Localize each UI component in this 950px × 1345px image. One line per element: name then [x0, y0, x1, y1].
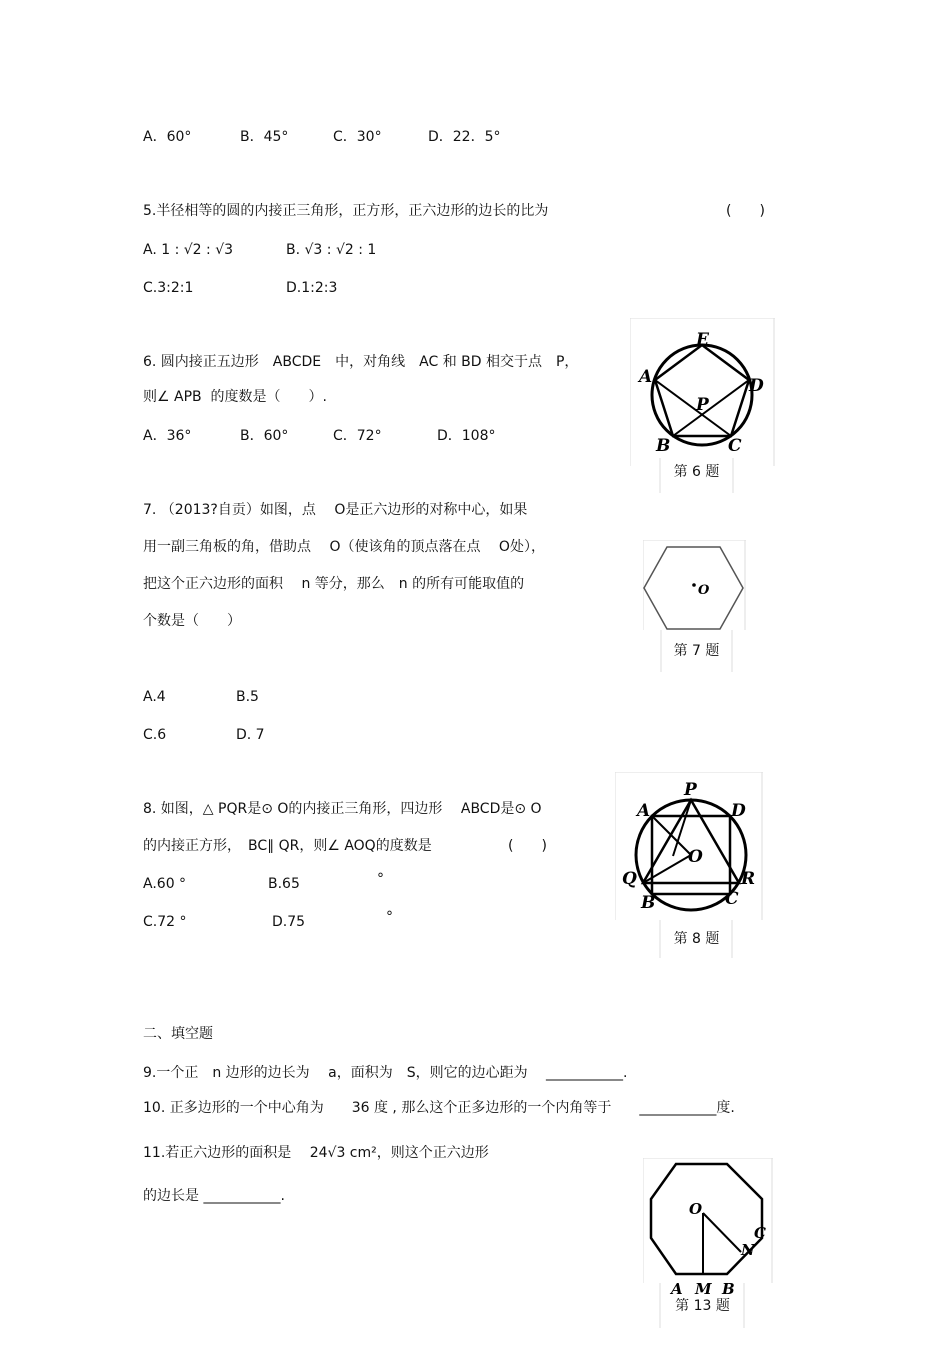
q13-caption: 第 13 题 [675, 1298, 730, 1314]
q11-line-1: 11.若正六边形的面积是 24√3 cm²，则这个正六边形 [143, 1145, 489, 1161]
q6-label-a: A [639, 367, 653, 387]
q8-option-d: D.75 [272, 914, 306, 930]
q4-option-b: B．45° [240, 129, 289, 145]
q13-label-b: B [722, 1280, 735, 1298]
q13-label-c: C [754, 1224, 766, 1242]
q6-label-p: P [696, 395, 709, 415]
q6-option-b: B．60° [240, 428, 289, 444]
q8-label-q: Q [622, 869, 637, 889]
q6-diagonal-bd [673, 380, 749, 436]
q7-option-b: B.5 [236, 689, 259, 705]
q8-segment-oa [652, 816, 691, 855]
q6-option-a: A．36° [143, 428, 192, 444]
q8-label-o: O [688, 847, 703, 867]
q8-label-a: A [637, 801, 651, 821]
q8-option-d-degree: ° [386, 909, 393, 925]
q6-line-1: 6. 圆内接正五边形 ABCDE 中，对角线 AC 和 BD 相交于点 P， [143, 354, 579, 370]
q10-text: 10. 正多边形的一个中心角为 36 度 , 那么这个正多边形的一个内角等于 ___________度. [143, 1100, 735, 1116]
q8-label-d: D [731, 801, 746, 821]
q7-caption: 第 7 题 [673, 643, 720, 659]
q6-option-d: D．108° [437, 428, 496, 444]
q7-line-1: 7. （2013?自贡）如图，点 O是正六边形的对称中心，如果 [143, 502, 528, 518]
q8-line-1: 8. 如图，△ PQR是⊙ O的内接正三角形，四边形 ABCD是⊙ O [143, 801, 542, 817]
q5-bracket: ( ) [726, 203, 765, 219]
q8-option-c: C.72 ° [143, 914, 187, 930]
q5-option-b: B. √3 : √2 : 1 [286, 242, 377, 258]
q8-option-b-degree: ° [377, 871, 384, 887]
q7-center-dot [692, 583, 696, 587]
q6-label-b: B [656, 436, 671, 456]
q13-label-n: N [741, 1241, 755, 1259]
q7-option-a: A.4 [143, 689, 166, 705]
q7-line-3: 把这个正六边形的面积 n 等分，那么 n 的所有可能取值的 [143, 576, 525, 592]
q7-option-d: D. 7 [236, 727, 265, 743]
q6-diagonal-ac [655, 380, 731, 436]
q8-option-b: B.65 [268, 876, 300, 892]
q13-label-a: A [671, 1280, 683, 1298]
q5-option-a: A. 1 : √2 : √3 [143, 242, 234, 258]
q4-option-d: D．22．5° [428, 129, 501, 145]
q4-option-c: C．30° [333, 129, 382, 145]
q6-caption: 第 6 题 [673, 464, 720, 480]
q7-hexagon [644, 547, 743, 629]
q7-line-2: 用一副三角板的角，借助点 O（使该角的顶点落在点 O处）， [143, 539, 545, 555]
q7-label-o: O [698, 583, 710, 598]
q8-line-2: 的内接正方形， BC∥ QR，则∠ AOQ的度数是 [143, 838, 432, 854]
q7-line-4: 个数是（ ） [143, 613, 241, 629]
q8-label-b: B [641, 893, 656, 913]
q6-option-c: C．72° [333, 428, 382, 444]
q5-option-d: D.1:2:3 [286, 280, 338, 296]
q6-label-d: D [749, 376, 764, 396]
q5-option-c: C.3:2:1 [143, 280, 194, 296]
q13-label-o: O [689, 1200, 703, 1218]
q13-segment-on [703, 1213, 741, 1252]
q13-label-m: M [695, 1280, 712, 1298]
q7-option-c: C.6 [143, 727, 167, 743]
q8-label-p: P [684, 780, 697, 800]
q8-label-c: C [725, 889, 739, 909]
q8-caption: 第 8 题 [673, 931, 720, 947]
q11-line-2: 的边长是 ___________. [143, 1188, 285, 1204]
q9-text: 9.一个正 n 边形的边长为 a，面积为 S，则它的边心距为 ___________. [143, 1065, 628, 1081]
section-2-title: 二、填空题 [143, 1026, 213, 1042]
q6-line-2: 则∠ APB 的度数是（ ）. [143, 389, 327, 405]
q6-label-e: E [696, 330, 709, 350]
q5-stem: 5.半径相等的圆的内接正三角形，正方形，正六边形的边长的比为 [143, 203, 549, 219]
q4-option-a: A．60° [143, 129, 192, 145]
q8-bracket: ( ) [508, 838, 547, 854]
q8-option-a: A.60 ° [143, 876, 187, 892]
q8-label-r: R [741, 869, 756, 889]
q6-label-c: C [728, 436, 742, 456]
